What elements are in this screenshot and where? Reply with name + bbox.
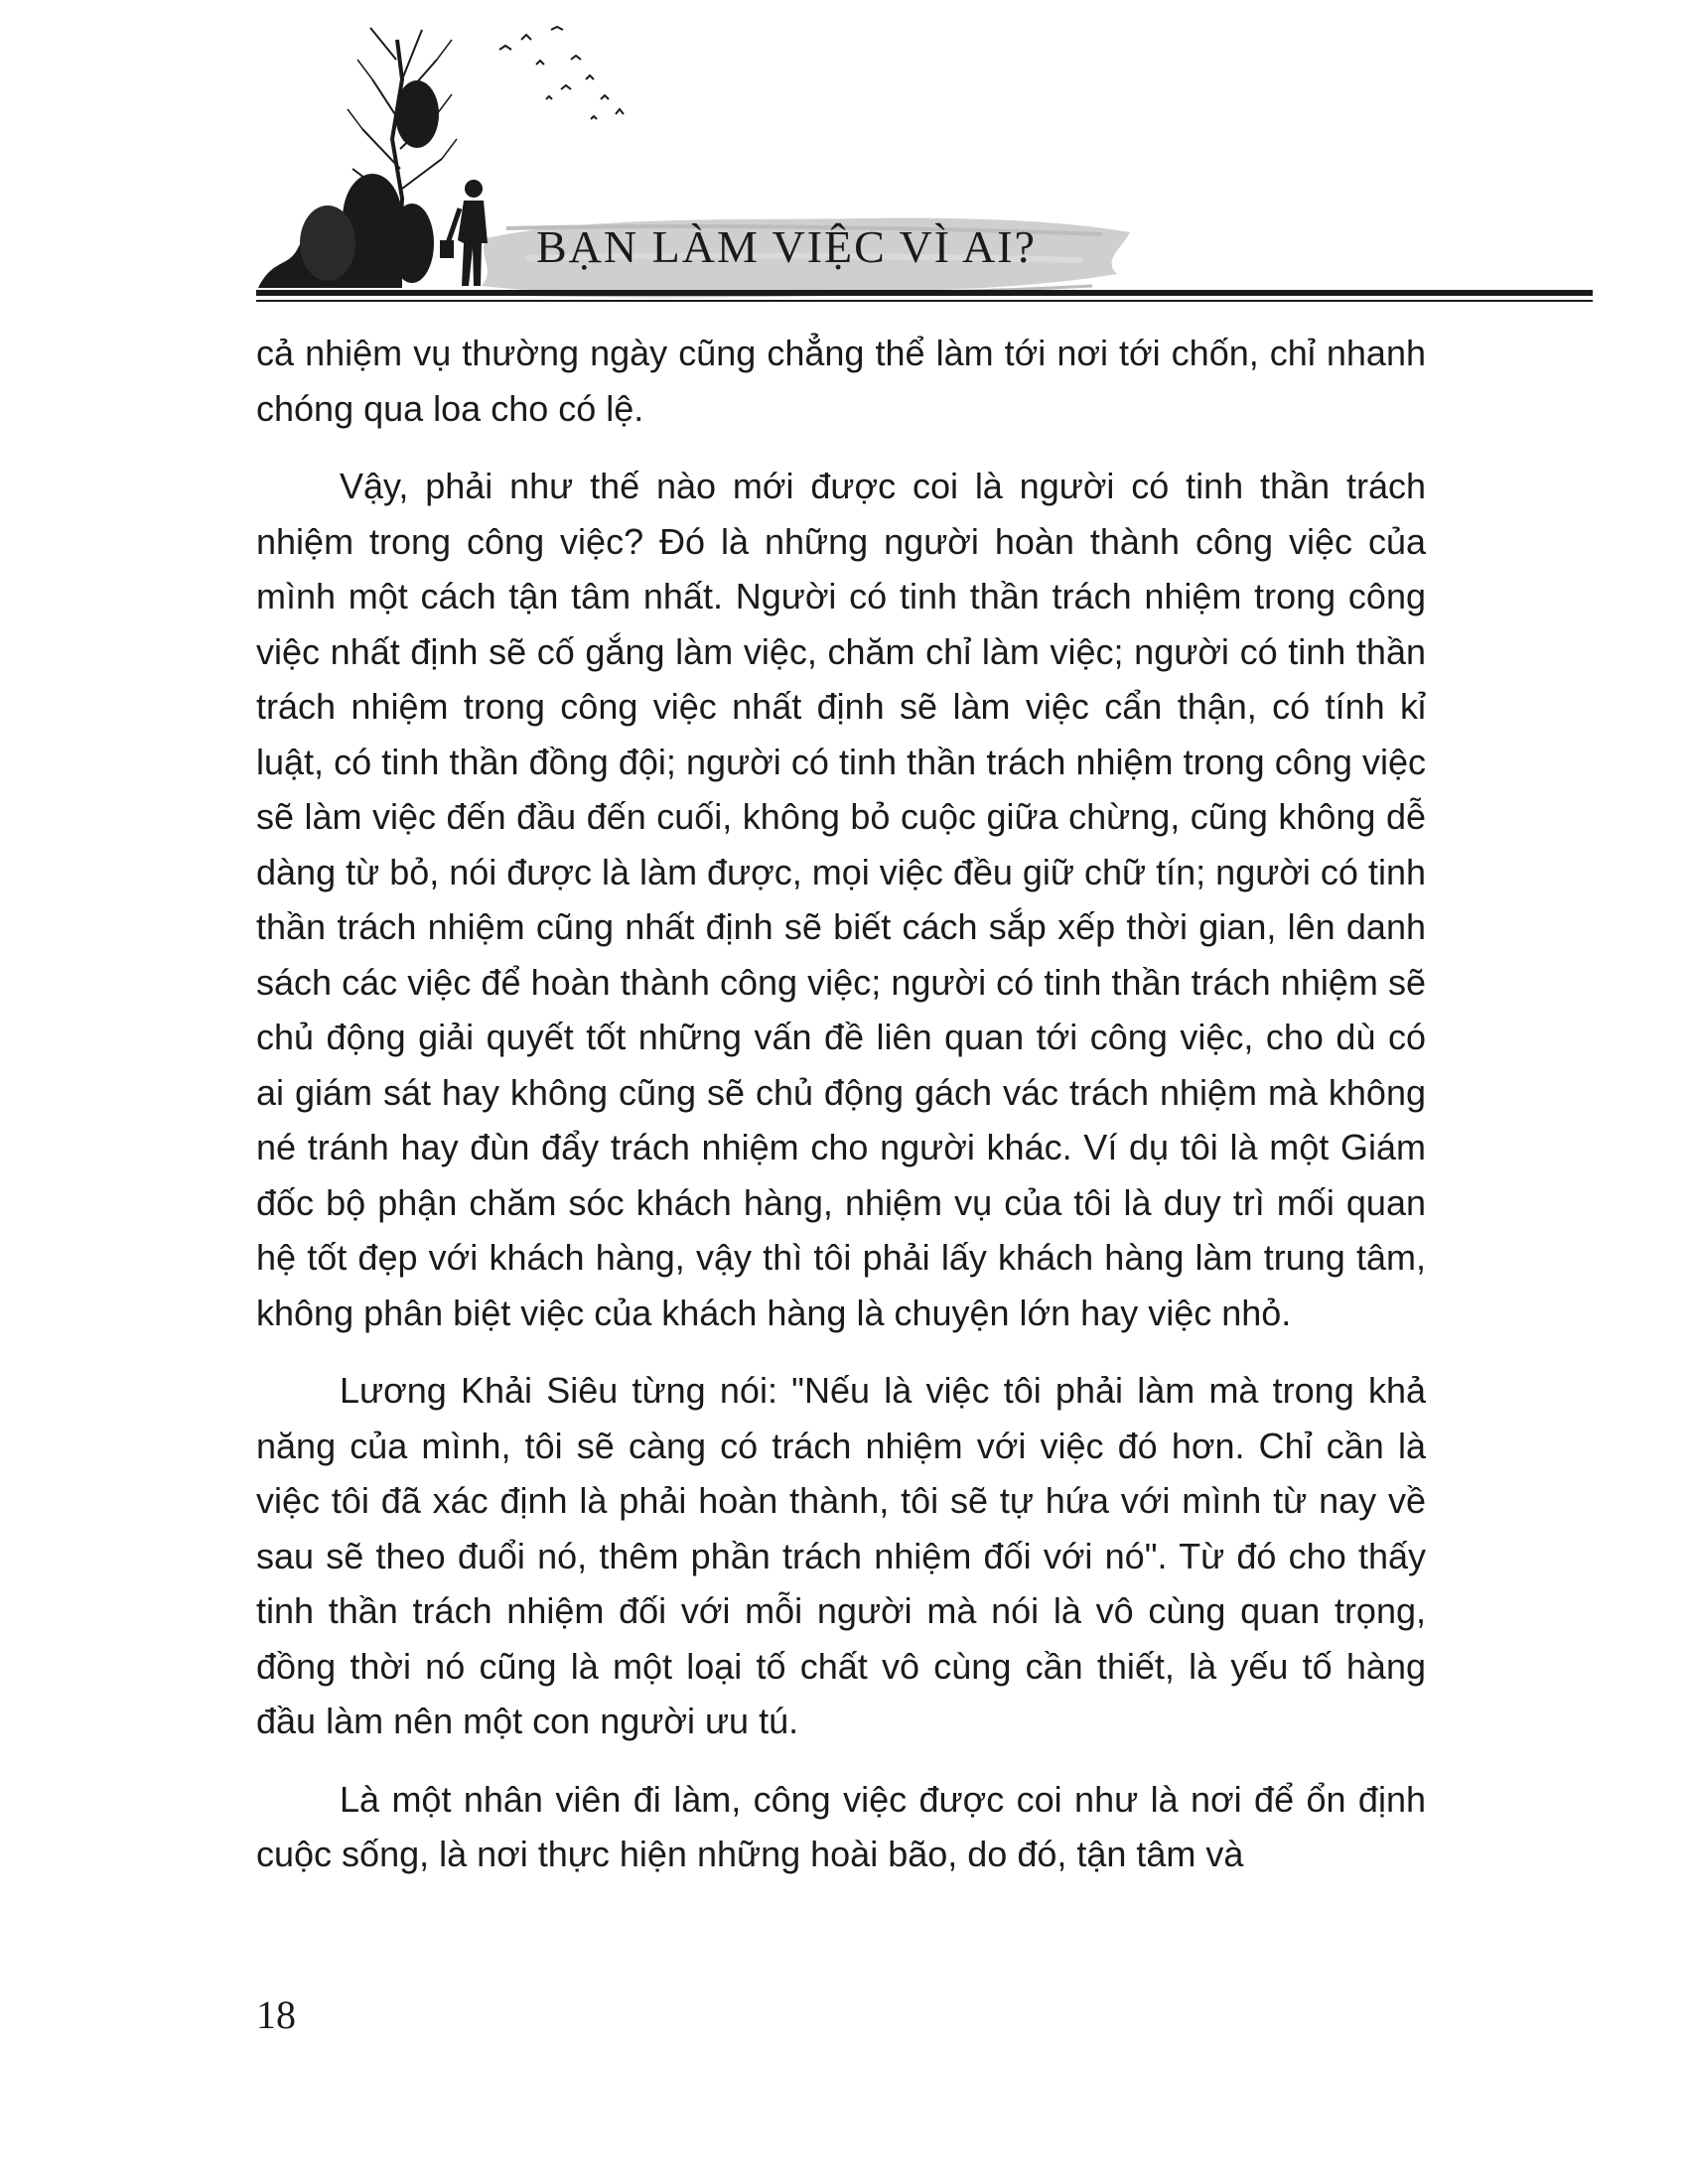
paragraph: Vậy, phải như thế nào mới được coi là người có tinh thần trách nhiệm trong công việc? Đó là những người hoàn thành công việc của mình một cách tận tâm nhất. Người có tinh thần trách nhiệm trong công việc nhất định sẽ cố gắng làm việc, chăm chỉ làm việc; người có tinh thần trách nhiệm trong công việc nhất định sẽ làm việc cẩn thận, có tính kỉ luật, có tinh thần đồng đội; người có tinh thần trách nhiệm trong công việc sẽ làm việc đến đầu đến cuối, không bỏ cuộc giữa chừng, cũng không dễ dàng từ bỏ, nói được là làm được, mọi việc đều giữ chữ tín; người có tinh thần trách nhiệm cũng nhất định sẽ biết cách sắp xếp thời gian, lên danh sách các việc để hoàn thành công việc; người có tinh thần trách nhiệm sẽ chủ động giải quyết tốt những vấn đề liên quan tới công việc, cho dù có ai giám sát hay không cũng sẽ chủ động gách vác trách nhiệm mà không né tránh hay đùn đẩy trách nhiệm cho người khác. Ví dụ tôi là một Giám đốc bộ phận chăm sóc khách hàng, nhiệm vụ của tôi là duy trì mối quan hệ tốt đẹp với khách hàng, vậy thì tôi phải lấy khách hàng làm trung tâm, không phân biệt việc của khách hàng là chuyện lớn hay việc nhỏ.	[256, 466, 1426, 1333]
paragraph: cả nhiệm vụ thường ngày cũng chẳng thể làm tới nơi tới chốn, chỉ nhanh chóng qua loa cho có lệ.	[256, 333, 1426, 429]
paragraph: Lương Khải Siêu từng nói: "Nếu là việc tôi phải làm mà trong khả năng của mình, tôi sẽ càng có trách nhiệm với việc đó hơn. Chỉ cần là việc tôi đã xác định là phải hoàn thành, tôi sẽ tự hứa với mình từ nay về sau sẽ theo đuổi nó, thêm phần trách nhiệm đối với nó". Từ đó cho thấy tinh thần trách nhiệm đối với mỗi người mà nói là vô cùng quan trọng, đồng thời nó cũng là một loại tố chất vô cùng cần thiết, là yếu tố hàng đầu làm nên một con người ưu tú.	[256, 1370, 1426, 1741]
header-rule	[256, 290, 1593, 296]
body-text	[256, 326, 1426, 1905]
running-title: BẠN LÀM VIỆC VÌ AI?	[536, 221, 1037, 272]
header-rule-thin	[256, 300, 1593, 302]
page-number: 18	[256, 1992, 296, 2037]
paragraph: Là một nhân viên đi làm, công việc được coi như là nơi để ổn định cuộc sống, là nơi thực hiện những hoài bão, do đó, tận tâm và	[256, 1778, 1426, 1874]
